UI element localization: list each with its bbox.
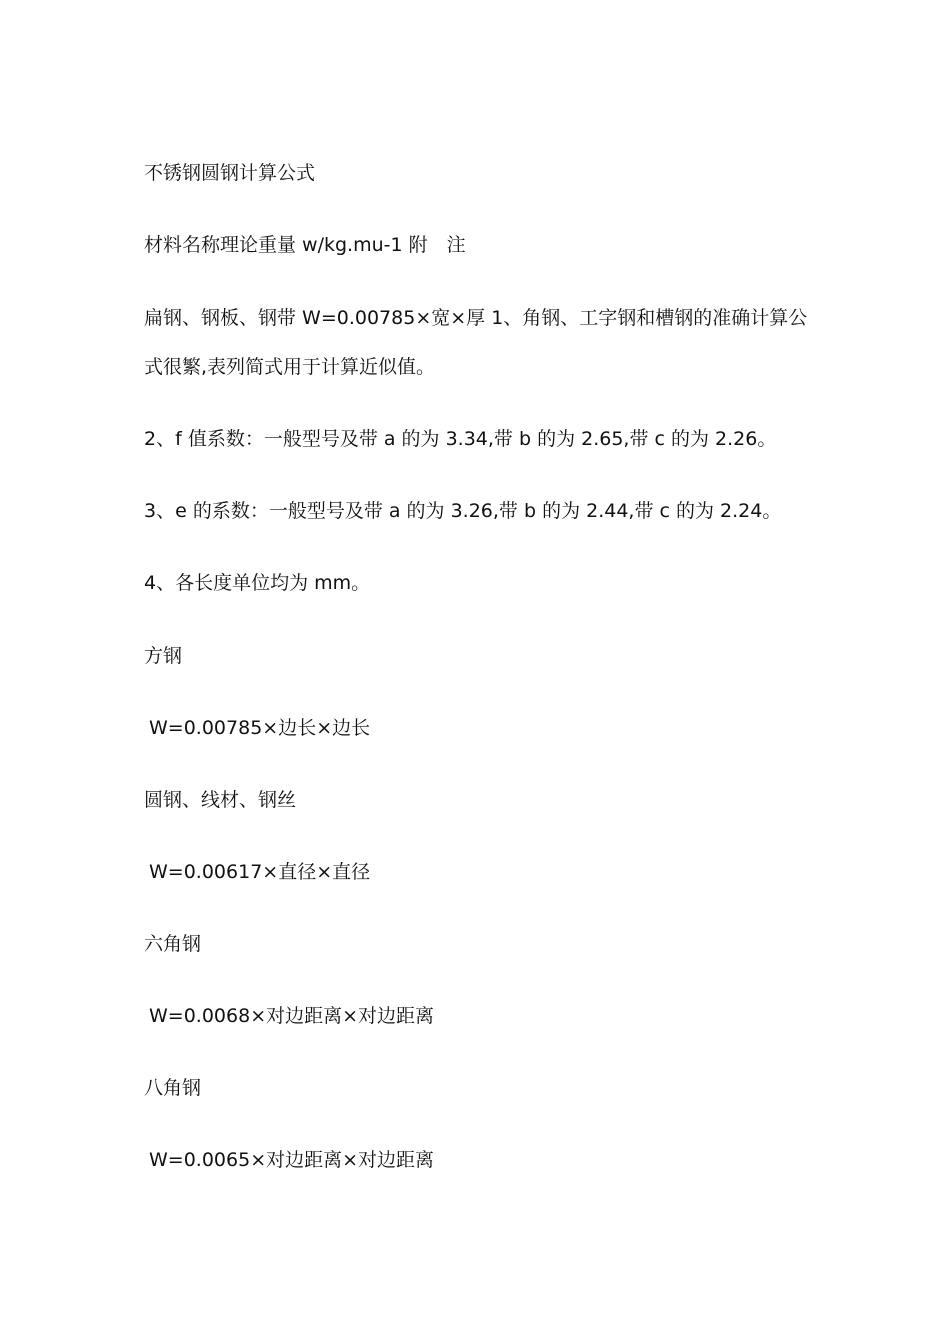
hex-steel-formula: W=0.0068×对边距离×对边距离 [149,1005,435,1027]
note-4: 4、各长度单位均为 mm。 [144,572,371,594]
oct-steel-name: 八角钢 [144,1077,202,1099]
square-steel-formula: W=0.00785×边长×边长 [149,717,371,739]
oct-steel-formula: W=0.0065×对边距离×对边距离 [149,1149,435,1171]
note-3: 3、e 的系数：一般型号及带 a 的为 3.26,带 b 的为 2.44,带 c 的为 2.24。 [144,500,782,522]
flat-steel-line-2: 式很繁,表列简式用于计算近似值。 [144,356,436,378]
hex-steel-name: 六角钢 [144,933,202,955]
round-steel-formula: W=0.00617×直径×直径 [149,861,371,883]
square-steel-name: 方钢 [144,645,183,667]
round-steel-name: 圆钢、线材、钢丝 [144,789,297,811]
note-2: 2、f 值系数：一般型号及带 a 的为 3.34,带 b 的为 2.65,带 c 的为 2.26。 [144,428,777,450]
document-title: 不锈钢圆钢计算公式 [144,162,316,184]
flat-steel-line-1: 扁钢、钢板、钢带 W=0.00785×宽×厚 1、角钢、工字钢和槽钢的准确计算公 [144,307,808,329]
table-header-row: 材料名称理论重量 w/kg.mu-1 附 注 [144,234,466,256]
